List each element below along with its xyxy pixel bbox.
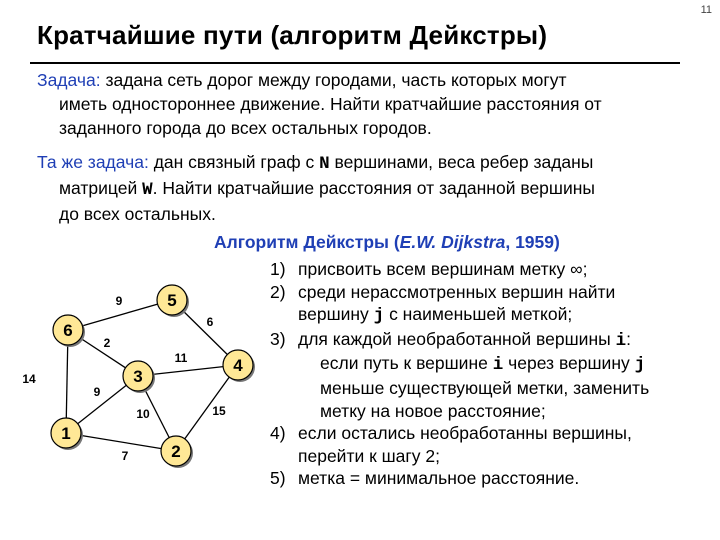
page-number: 11 [700, 4, 712, 16]
graph-edge-2-4 [176, 365, 238, 451]
var-j: j [373, 306, 385, 327]
step-1 [270, 258, 690, 281]
step-4-line-b: перейти к шагу 2; [298, 445, 440, 466]
step-3-line-b: если путь к вершине [320, 353, 488, 374]
step-3-colon: : [626, 328, 631, 349]
var-n: N [319, 154, 330, 174]
edge-weight-6-3: 2 [103, 336, 111, 350]
edge-weight-5-4: 6 [206, 315, 214, 329]
same-task-line-2a: матрицей [59, 178, 138, 198]
graph-node-label-6: 6 [63, 321, 73, 340]
edge-weight-1-3: 9 [93, 385, 101, 399]
var-i: i [615, 330, 627, 351]
same-task-line-1a: дан связный граф с [153, 152, 315, 172]
edge-weight-6-1: 14 [22, 372, 36, 386]
var-j-2: j [634, 355, 646, 376]
step-3-number: 3) [270, 328, 286, 349]
task-label: Задача: [37, 70, 101, 90]
step-1-number: 1) [270, 259, 286, 279]
task-paragraph [37, 68, 687, 140]
algorithm-steps [270, 258, 690, 490]
same-task-line-2 [37, 176, 687, 202]
step-4-number: 4) [270, 423, 286, 444]
graph-node-4 [223, 350, 255, 382]
graph-diagram [0, 270, 270, 530]
step-2-line-b: вершину [298, 304, 369, 325]
graph-node-label-3: 3 [133, 367, 143, 386]
title-underline [30, 62, 680, 64]
step-2-line-a: среди нерассмотренных вершин найти [298, 281, 616, 302]
step-2-number: 2) [270, 281, 286, 302]
step-5-number: 5) [270, 468, 286, 489]
step-3-line-c: меньше существующей метки, заменить [320, 377, 650, 398]
task-line-1: задана сеть дорог между городами, часть которых могут [105, 70, 567, 90]
step-2-text [298, 281, 690, 328]
step-3-text [298, 328, 690, 422]
algorithm-title-b: , 1959) [505, 232, 560, 252]
algorithm-title [214, 232, 560, 253]
task-line-2: иметь одностороннее движение. Найти кратчайшие расстояния от [59, 94, 602, 114]
page-title: Кратчайшие пути (алгоритм Дейкстры) [37, 20, 548, 50]
graph-node-label-4: 4 [233, 356, 243, 375]
step-2-line-c: с наименьшей меткой; [389, 304, 573, 325]
step-5 [270, 467, 690, 490]
edge-weight-3-4: 11 [174, 351, 188, 365]
edge-weight-6-5: 9 [115, 294, 123, 308]
step-4-text [298, 422, 690, 467]
var-w: W [142, 180, 153, 200]
step-3-line-a: для каждой необработанной вершины [298, 328, 611, 349]
same-task-label: Та же задача: [37, 152, 149, 172]
graph-node-3 [123, 361, 155, 393]
task-line-3: заданного города до всех остальных городов. [59, 118, 432, 138]
var-i-2: i [492, 355, 504, 376]
edge-weight-1-2: 7 [121, 449, 129, 463]
algorithm-author: E.W. Dijkstra [399, 232, 506, 252]
step-3-line-d: метку на новое расстояние; [320, 400, 546, 421]
step-3-line-b2: через вершину [508, 353, 630, 374]
step-3 [270, 328, 690, 422]
edge-weight-3-2: 10 [136, 407, 150, 421]
step-2 [270, 281, 690, 328]
graph-node-6 [53, 315, 85, 347]
graph-node-label-1: 1 [61, 424, 71, 443]
edge-weight-2-4: 15 [212, 404, 226, 418]
step-1-text: присвоить всем вершинам метку ∞; [298, 259, 588, 279]
algorithm-title-a: Алгоритм Дейкстры ( [214, 232, 400, 252]
graph-node-label-5: 5 [167, 291, 177, 310]
step-4-line-a: если остались необработанны вершины, [298, 423, 632, 444]
step-3-line-b-wrap [298, 353, 646, 376]
graph-node-5 [157, 285, 189, 317]
same-task-paragraph [37, 150, 687, 226]
same-task-line-3: до всех остальных. [59, 204, 216, 224]
graph-node-2 [161, 436, 193, 468]
step-5-text: метка = минимальное расстояние. [298, 468, 580, 489]
step-4 [270, 422, 690, 467]
same-task-line-1b: вершинами, веса ребер заданы [334, 152, 594, 172]
same-task-line-2b: . Найти кратчайшие расстояния от заданной вершины [152, 178, 595, 198]
graph-node-label-2: 2 [171, 442, 181, 461]
